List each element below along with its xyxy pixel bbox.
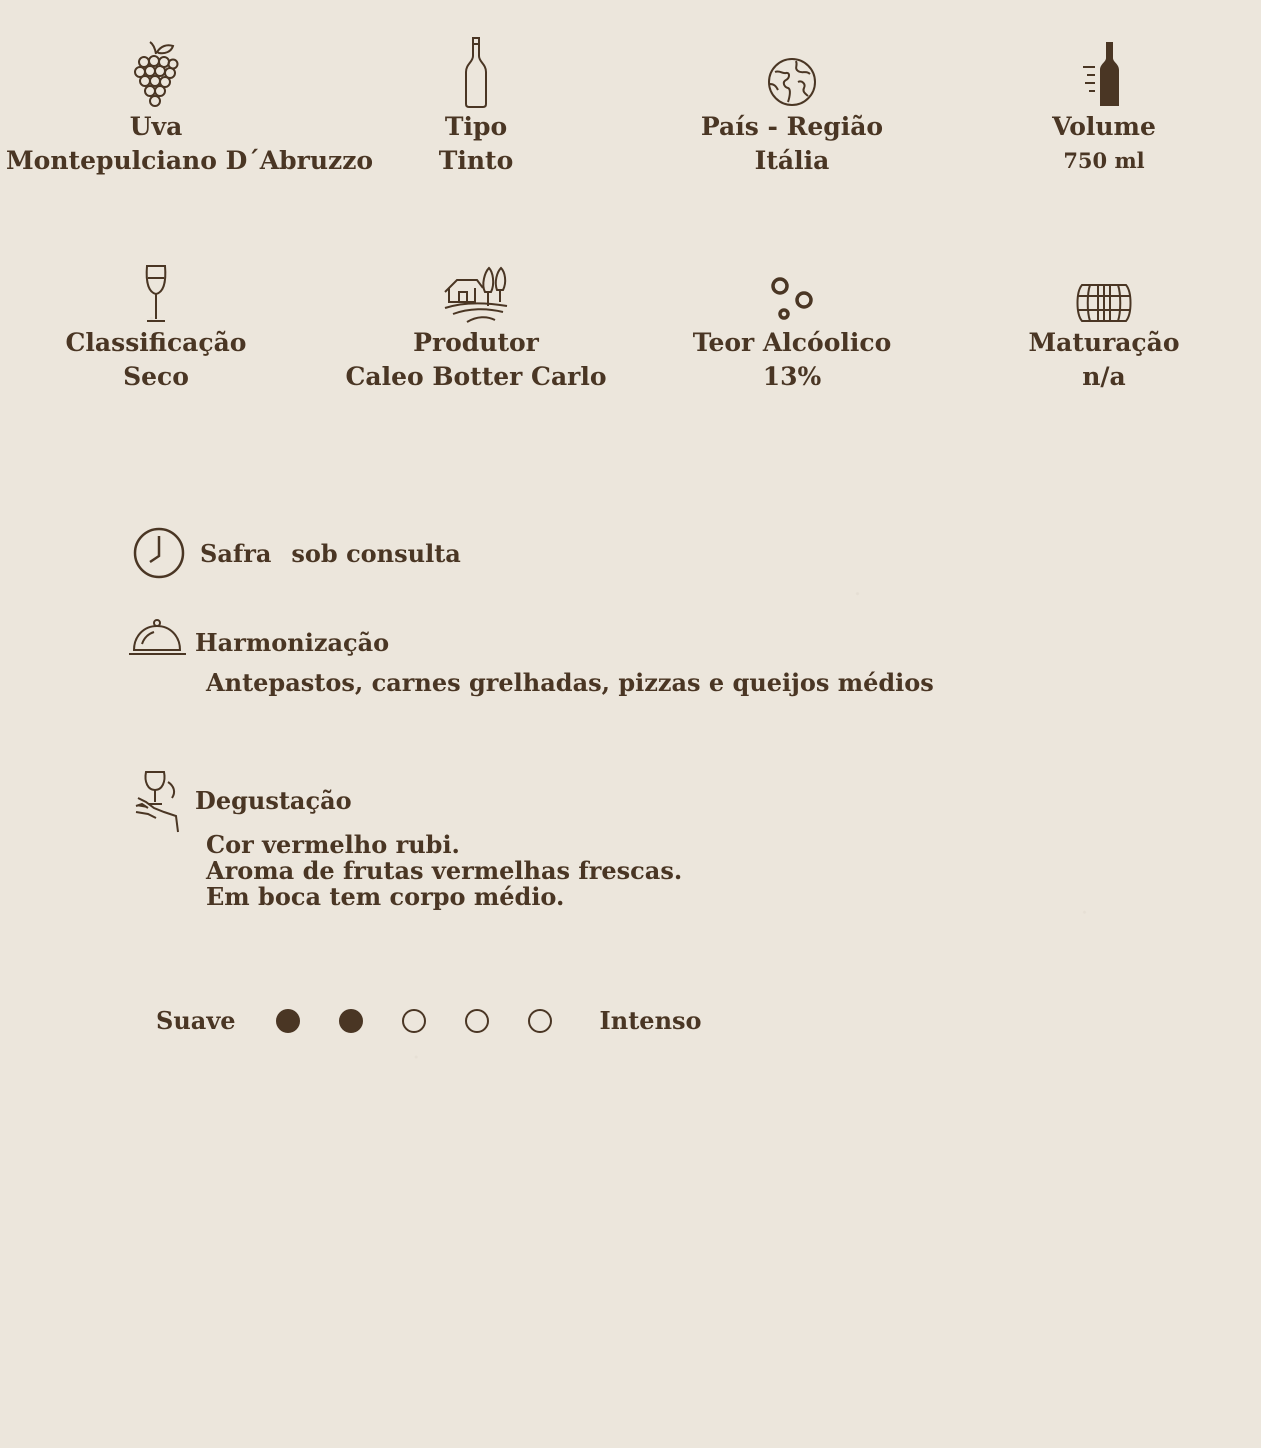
- clock-icon: [132, 526, 186, 580]
- tasting-line: Em boca tem corpo médio.: [206, 882, 565, 911]
- intensity-dot-empty: [528, 1009, 552, 1033]
- safra-value: sob consulta: [291, 538, 461, 568]
- attr-title: País - Região: [700, 112, 884, 141]
- attr-teor-alcoolico: [642, 252, 942, 394]
- attr-title: Uva: [129, 112, 183, 141]
- tasting-hand-icon: [134, 768, 182, 836]
- bubbles-icon: [768, 276, 816, 324]
- intensity-min-label: Suave: [156, 1006, 236, 1035]
- attr-value: Tinto: [438, 146, 514, 175]
- attr-classificacao: [6, 252, 306, 394]
- globe-icon: [766, 56, 818, 108]
- attr-value: 750 ml: [1063, 148, 1145, 173]
- intensity-dots: [276, 1009, 560, 1033]
- intensity-dot-empty: [465, 1009, 489, 1033]
- winery-icon: [443, 262, 509, 324]
- attr-title: Tipo: [444, 112, 508, 141]
- intensity-dot-filled: [276, 1009, 300, 1033]
- degustacao-text: [206, 832, 682, 910]
- intensity-max-label: Intenso: [599, 1006, 702, 1035]
- attr-value: Montepulciano D´Abruzzo: [6, 146, 374, 175]
- bottle-outline-icon: [463, 36, 489, 108]
- attr-produtor: [326, 252, 626, 394]
- attr-title: Classificação: [65, 328, 247, 357]
- attr-uva: [6, 36, 374, 178]
- attr-title: Volume: [1052, 112, 1156, 141]
- harmonizacao-block: [128, 618, 934, 697]
- attr-value: Itália: [754, 146, 830, 175]
- attr-value: Caleo Botter Carlo: [345, 362, 607, 391]
- wine-glass-icon: [143, 264, 169, 324]
- attr-title: Maturação: [1028, 328, 1180, 357]
- attr-value: 13%: [762, 362, 822, 391]
- intensity-dot-filled: [339, 1009, 363, 1033]
- intensity-scale: [156, 1006, 702, 1035]
- harmonizacao-title: Harmonização: [195, 628, 390, 657]
- attr-volume: [954, 36, 1254, 178]
- harmonizacao-value: Antepastos, carnes grelhadas, pizzas e queijos médios: [206, 668, 934, 697]
- attr-value: Seco: [123, 362, 189, 391]
- tasting-line: Cor vermelho rubi.: [206, 830, 460, 859]
- safra-title: Safra: [200, 538, 272, 568]
- degustacao-block: [134, 768, 682, 910]
- attr-title: Teor Alcóolico: [692, 328, 892, 357]
- attr-pais-regiao: [642, 36, 942, 178]
- grapes-icon: [133, 40, 179, 108]
- attr-maturacao: [954, 252, 1254, 394]
- barrel-icon: [1074, 282, 1134, 324]
- degustacao-title: Degustação: [195, 785, 352, 815]
- safra-block: [132, 526, 461, 580]
- cloche-icon: [128, 618, 188, 656]
- intensity-dot-empty: [402, 1009, 426, 1033]
- attr-value: n/a: [1082, 362, 1126, 391]
- attr-tipo: [326, 36, 626, 178]
- attr-title: Produtor: [413, 328, 539, 357]
- tasting-line: Aroma de frutas vermelhas frescas.: [206, 856, 683, 885]
- bottle-volume-icon: [1081, 40, 1127, 108]
